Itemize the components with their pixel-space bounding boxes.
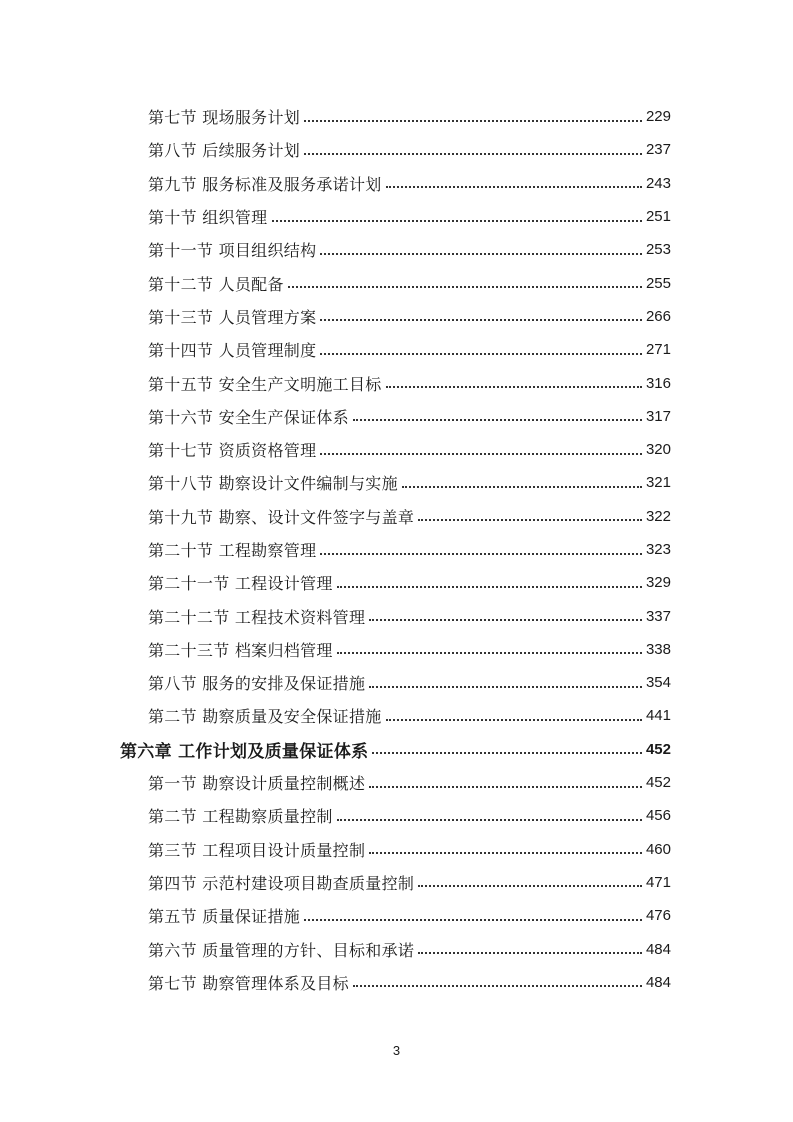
toc-section-entry[interactable] bbox=[0, 533, 793, 566]
dot-leader bbox=[320, 353, 642, 355]
dot-leader bbox=[320, 453, 642, 455]
toc-section-entry[interactable] bbox=[0, 666, 793, 699]
toc-entry-page: 322 bbox=[645, 507, 671, 525]
dot-leader bbox=[320, 319, 642, 321]
toc-entry-title: 第二节 工程勘察质量控制 bbox=[148, 804, 337, 827]
toc-entry-title: 第一节 勘察设计质量控制概述 bbox=[148, 771, 369, 794]
toc-entry-title: 第三节 工程项目设计质量控制 bbox=[148, 838, 369, 861]
toc-section-entry[interactable] bbox=[0, 966, 793, 999]
dot-leader bbox=[337, 652, 642, 654]
toc-entry-page: 441 bbox=[645, 707, 671, 725]
toc-section-entry[interactable] bbox=[0, 599, 793, 632]
dot-leader bbox=[369, 786, 642, 788]
toc-entry-page: 337 bbox=[645, 607, 671, 625]
toc-entry-title: 第十七节 资质资格管理 bbox=[148, 438, 320, 461]
toc-section-entry[interactable] bbox=[0, 333, 793, 366]
toc-section-entry[interactable] bbox=[0, 932, 793, 965]
toc-entry-page: 317 bbox=[645, 407, 671, 425]
toc-entry-title: 第七节 现场服务计划 bbox=[148, 105, 304, 128]
toc-entry-title: 第十五节 安全生产文明施工目标 bbox=[148, 372, 386, 395]
toc-entry-page: 266 bbox=[645, 307, 671, 325]
toc-entry-title: 第十六节 安全生产保证体系 bbox=[148, 405, 353, 428]
toc-entry-title: 第六节 质量管理的方针、目标和承诺 bbox=[148, 938, 418, 961]
toc-entry-page: 354 bbox=[645, 674, 671, 692]
toc-section-entry[interactable] bbox=[0, 433, 793, 466]
toc-entry-title: 第十一节 项目组织结构 bbox=[148, 238, 320, 261]
toc-section-entry[interactable] bbox=[0, 899, 793, 932]
toc-entry-title: 第八节 服务的安排及保证措施 bbox=[148, 671, 369, 694]
toc-entry-page: 484 bbox=[645, 973, 671, 991]
toc-entry-page: 329 bbox=[645, 574, 671, 592]
toc-entry-page: 460 bbox=[645, 840, 671, 858]
toc-section-entry[interactable] bbox=[0, 100, 793, 133]
toc-entry-title: 第七节 勘察管理体系及目标 bbox=[148, 971, 353, 994]
toc-chapter-entry[interactable] bbox=[0, 733, 793, 766]
dot-leader bbox=[418, 885, 642, 887]
toc-entry-page: 253 bbox=[645, 241, 671, 259]
dot-leader bbox=[353, 419, 642, 421]
toc-entry-title: 第十八节 勘察设计文件编制与实施 bbox=[148, 471, 402, 494]
dot-leader bbox=[386, 186, 642, 188]
dot-leader bbox=[304, 153, 642, 155]
toc-entry-page: 271 bbox=[645, 341, 671, 359]
toc-section-entry[interactable] bbox=[0, 300, 793, 333]
toc-entry-title: 第二节 勘察质量及安全保证措施 bbox=[148, 704, 386, 727]
toc-section-entry[interactable] bbox=[0, 766, 793, 799]
toc-section-entry[interactable] bbox=[0, 200, 793, 233]
toc-section-entry[interactable] bbox=[0, 466, 793, 499]
toc-entry-page: 471 bbox=[645, 873, 671, 891]
table-of-contents bbox=[0, 100, 793, 999]
toc-entry-page: 484 bbox=[645, 940, 671, 958]
toc-entry-page: 476 bbox=[645, 907, 671, 925]
dot-leader bbox=[369, 686, 642, 688]
toc-entry-page: 452 bbox=[645, 740, 671, 758]
toc-section-entry[interactable] bbox=[0, 400, 793, 433]
dot-leader bbox=[386, 386, 642, 388]
toc-section-entry[interactable] bbox=[0, 633, 793, 666]
toc-entry-page: 316 bbox=[645, 374, 671, 392]
toc-entry-title: 第二十节 工程勘察管理 bbox=[148, 538, 320, 561]
toc-entry-title: 第十二节 人员配备 bbox=[148, 272, 288, 295]
toc-entry-title: 第四节 示范村建设项目勘查质量控制 bbox=[148, 871, 418, 894]
toc-entry-page: 243 bbox=[645, 174, 671, 192]
toc-section-entry[interactable] bbox=[0, 833, 793, 866]
toc-entry-title: 第十九节 勘察、设计文件签字与盖章 bbox=[148, 505, 418, 528]
toc-entry-page: 320 bbox=[645, 441, 671, 459]
toc-section-entry[interactable] bbox=[0, 366, 793, 399]
toc-section-entry[interactable] bbox=[0, 566, 793, 599]
toc-section-entry[interactable] bbox=[0, 500, 793, 533]
dot-leader bbox=[320, 553, 642, 555]
toc-entry-title: 第十三节 人员管理方案 bbox=[148, 305, 320, 328]
dot-leader bbox=[353, 985, 642, 987]
dot-leader bbox=[418, 952, 642, 954]
dot-leader bbox=[320, 253, 642, 255]
toc-entry-title: 第五节 质量保证措施 bbox=[148, 904, 304, 927]
dot-leader bbox=[304, 120, 642, 122]
toc-entry-page: 229 bbox=[645, 108, 671, 126]
toc-entry-title: 第二十一节 工程设计管理 bbox=[148, 571, 337, 594]
toc-entry-title: 第十四节 人员管理制度 bbox=[148, 338, 320, 361]
toc-entry-title: 第八节 后续服务计划 bbox=[148, 138, 304, 161]
toc-entry-page: 255 bbox=[645, 274, 671, 292]
dot-leader bbox=[418, 519, 642, 521]
toc-section-entry[interactable] bbox=[0, 133, 793, 166]
toc-entry-title: 第九节 服务标准及服务承诺计划 bbox=[148, 172, 386, 195]
toc-entry-page: 452 bbox=[645, 774, 671, 792]
toc-entry-title: 第六章 工作计划及质量保证体系 bbox=[120, 737, 372, 762]
toc-section-entry[interactable] bbox=[0, 699, 793, 732]
dot-leader bbox=[304, 919, 642, 921]
toc-section-entry[interactable] bbox=[0, 266, 793, 299]
dot-leader bbox=[369, 852, 642, 854]
toc-section-entry[interactable] bbox=[0, 167, 793, 200]
toc-entry-page: 323 bbox=[645, 541, 671, 558]
dot-leader bbox=[386, 719, 642, 721]
toc-entry-page: 338 bbox=[645, 640, 671, 658]
toc-entry-page: 251 bbox=[645, 208, 671, 226]
toc-entry-title: 第二十三节 档案归档管理 bbox=[148, 638, 337, 661]
toc-section-entry[interactable] bbox=[0, 233, 793, 266]
toc-entry-title: 第二十二节 工程技术资料管理 bbox=[148, 605, 369, 628]
page-number: 3 bbox=[392, 1043, 401, 1058]
toc-section-entry[interactable] bbox=[0, 866, 793, 899]
toc-entry-title: 第十节 组织管理 bbox=[148, 205, 272, 228]
toc-entry-page: 237 bbox=[645, 141, 671, 159]
dot-leader bbox=[402, 486, 642, 488]
dot-leader bbox=[337, 819, 642, 821]
dot-leader bbox=[372, 752, 642, 754]
toc-section-entry[interactable] bbox=[0, 799, 793, 832]
toc-entry-page: 321 bbox=[645, 474, 671, 492]
dot-leader bbox=[272, 220, 642, 222]
dot-leader bbox=[288, 286, 642, 288]
toc-entry-page: 456 bbox=[645, 807, 671, 825]
dot-leader bbox=[337, 586, 642, 588]
dot-leader bbox=[369, 619, 642, 621]
